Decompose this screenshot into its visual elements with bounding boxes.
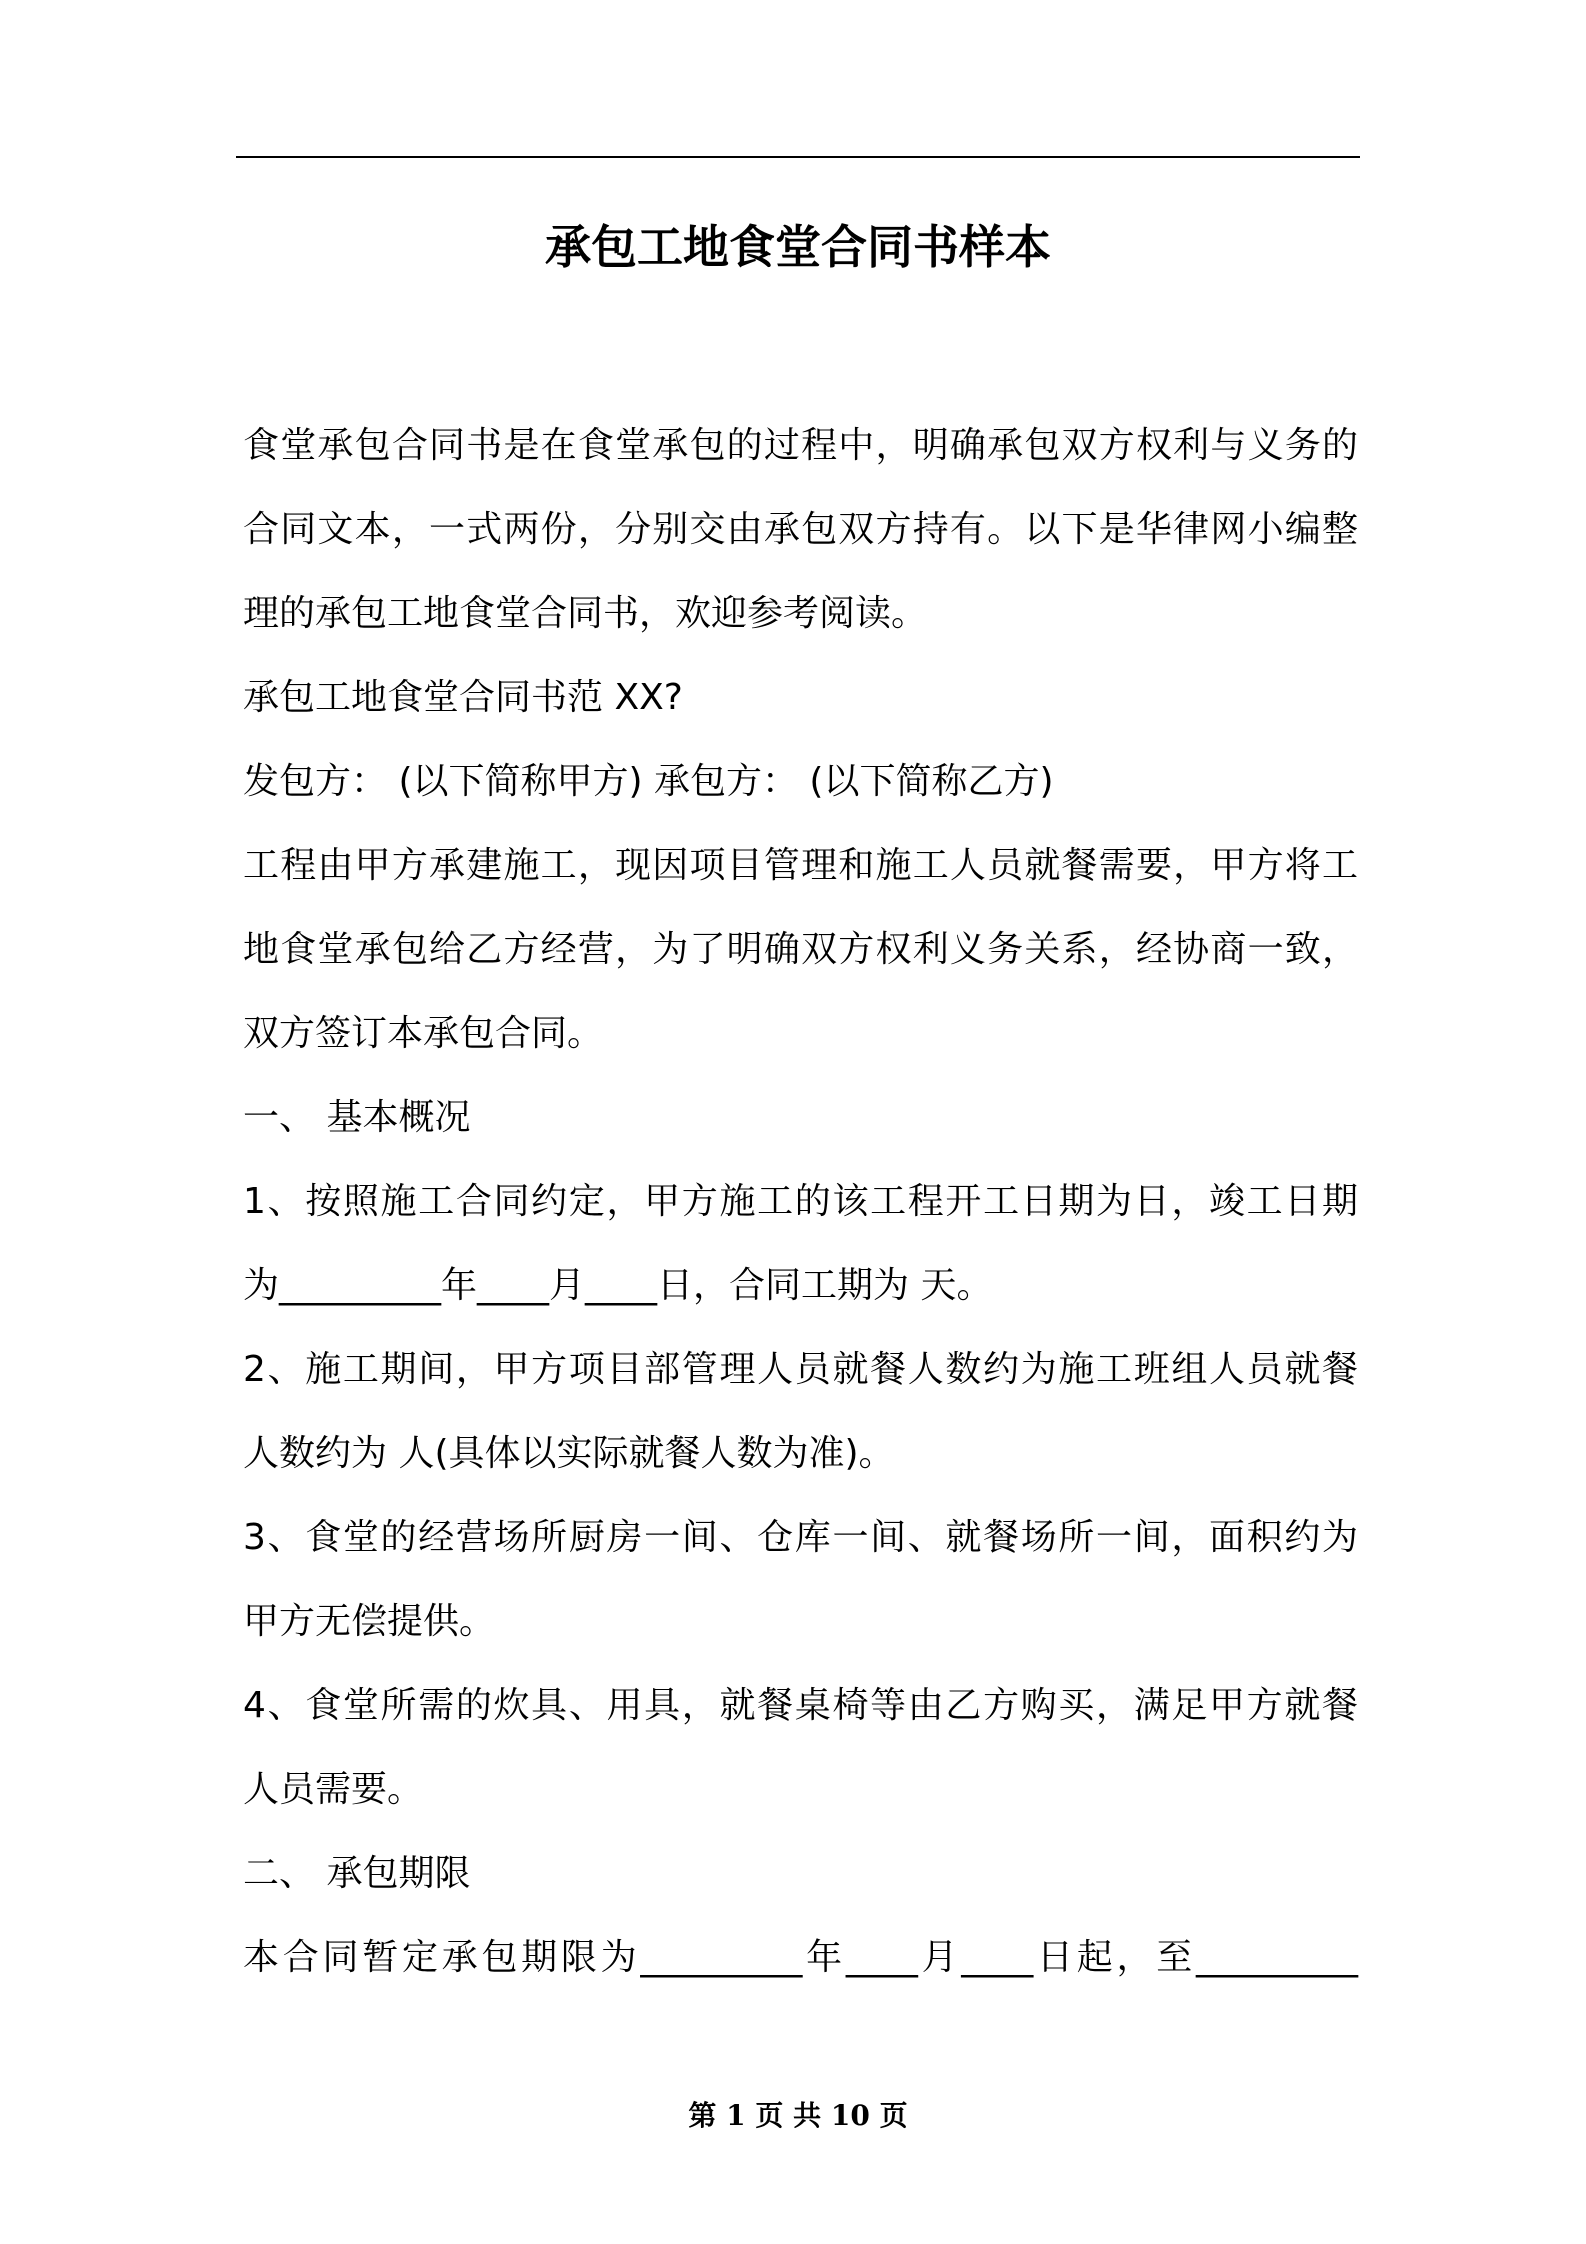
body-line-13: 人数约为 人(具体以实际就餐人数为准)。 — [243, 1433, 895, 1474]
body-line-3: 理的承包工地食堂合同书，欢迎参考阅读。 — [243, 593, 928, 634]
body-line-1: 食堂承包合同书是在食堂承包的过程中，明确承包双方权利与义务的 — [243, 425, 1358, 466]
header-divider — [236, 156, 1360, 158]
section-heading-1: 一、 基本概况 — [243, 1097, 471, 1138]
section-heading-2: 二、 承包期限 — [243, 1853, 471, 1894]
page-number-footer: 第 1 页 共 10 页 — [688, 2099, 908, 2132]
body-line-17: 人员需要。 — [243, 1769, 424, 1810]
body-line-6: 工程由甲方承建施工，现因项目管理和施工人员就餐需要，甲方将工 — [243, 845, 1358, 886]
body-line-15: 甲方无偿提供。 — [243, 1601, 496, 1642]
body-line-12: 2、施工期间，甲方项目部管理人员就餐人数约为施工班组人员就餐 — [243, 1349, 1358, 1390]
body-line-10: 1、按照施工合同约定，甲方施工的该工程开工日期为日，竣工日期 — [243, 1181, 1358, 1222]
body-line-11: 为_________年____月____日，合同工期为 天。 — [243, 1265, 993, 1306]
body-line-5: 发包方： (以下简称甲方) 承包方： (以下简称乙方) — [243, 761, 1054, 802]
body-line-19: 本合同暂定承包期限为_________年____月____日起，至_________ — [243, 1937, 1358, 1978]
body-line-8: 双方签订本承包合同。 — [243, 1013, 604, 1054]
body-line-16: 4、食堂所需的炊具、用具，就餐桌椅等由乙方购买，满足甲方就餐 — [243, 1685, 1358, 1726]
document-body — [243, 404, 1358, 2000]
document-title: 承包工地食堂合同书样本 — [545, 220, 1051, 274]
body-line-7: 地食堂承包给乙方经营，为了明确双方权利义务关系，经协商一致， — [243, 929, 1358, 970]
body-line-4: 承包工地食堂合同书范 XX? — [243, 677, 683, 718]
body-line-2: 合同文本，一式两份，分别交由承包双方持有。以下是华律网小编整 — [243, 509, 1358, 550]
body-line-14: 3、食堂的经营场所厨房一间、仓库一间、就餐场所一间，面积约为 — [243, 1517, 1358, 1558]
